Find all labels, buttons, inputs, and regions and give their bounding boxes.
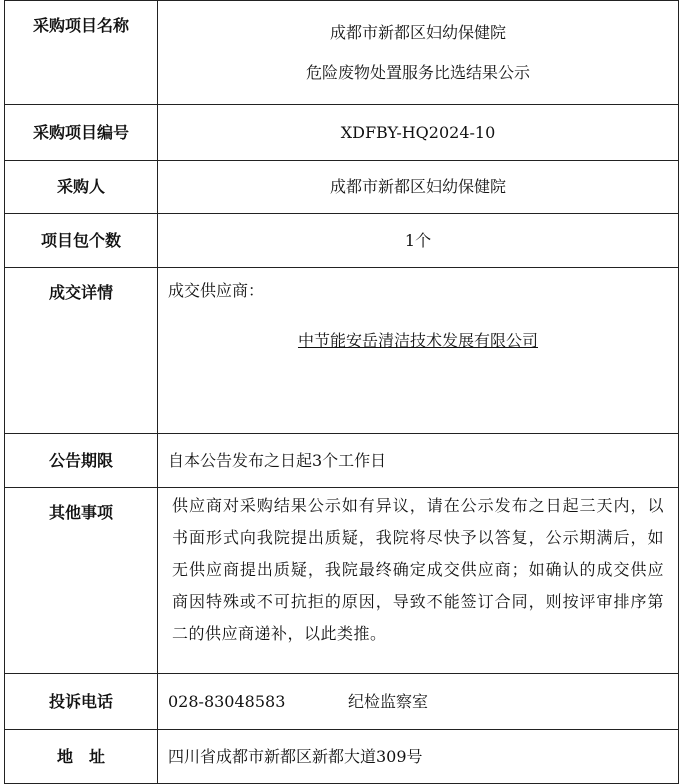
project-name-line-2: 危险废物处置服务比选结果公示: [305, 62, 530, 82]
row-other-matters: [5, 488, 679, 674]
other-matters-label: 其他事项: [5, 488, 158, 674]
complaint-phone-label: 投诉电话: [5, 674, 158, 730]
row-purchaser: [5, 161, 679, 214]
row-complaint-phone: [5, 674, 679, 730]
row-deal-details: [5, 268, 679, 434]
notice-period-value: 自本公告发布之日起3个工作日: [158, 434, 679, 488]
row-project-number: [5, 105, 679, 161]
other-matters-value: [158, 488, 679, 674]
project-number-value: XDFBY-HQ2024-10: [158, 105, 679, 161]
package-count-value: 1个: [158, 214, 679, 268]
deal-details-value: [158, 268, 679, 434]
project-name-line-1: 成都市新都区妇幼保健院: [329, 22, 506, 42]
purchaser-value: 成都市新都区妇幼保健院: [158, 161, 679, 214]
complaint-phone-number: 028-83048583: [168, 691, 286, 711]
purchaser-label: 采购人: [5, 161, 158, 214]
deal-details-label: 成交详情: [5, 268, 158, 434]
row-address: [5, 730, 679, 784]
package-count-label: 项目包个数: [5, 214, 158, 268]
project-name-label: 采购项目名称: [5, 1, 158, 105]
notice-period-label: 公告期限: [5, 434, 158, 488]
project-name-value: [158, 1, 679, 105]
complaint-phone-value: [158, 674, 679, 730]
procurement-result-table: [4, 0, 679, 784]
address-value: 四川省成都市新都区新都大道309号: [158, 730, 679, 784]
row-project-name: [5, 1, 679, 105]
project-number-label: 采购项目编号: [5, 105, 158, 161]
winning-supplier-name: 中节能安岳清洁技术发展有限公司: [297, 331, 538, 350]
other-matters-text: 供应商对采购结果公示如有异议，请在公示发布之日起三天内，以书面形式向我院提出质疑，我院将尽快予以答复，公示期满后，如无供应商提出质疑，我院最终确定成交供应商；如确认的成交供应商因特殊或不可抗拒的原因，导致不能签订合同，则按评审排序第二的供应商递补，以此类推。: [172, 496, 664, 643]
row-notice-period: [5, 434, 679, 488]
supplier-prefix: 成交供应商：: [168, 281, 265, 300]
address-label: 地 址: [5, 730, 158, 784]
complaint-department: 纪检监察室: [348, 691, 429, 711]
row-package-count: [5, 214, 679, 268]
